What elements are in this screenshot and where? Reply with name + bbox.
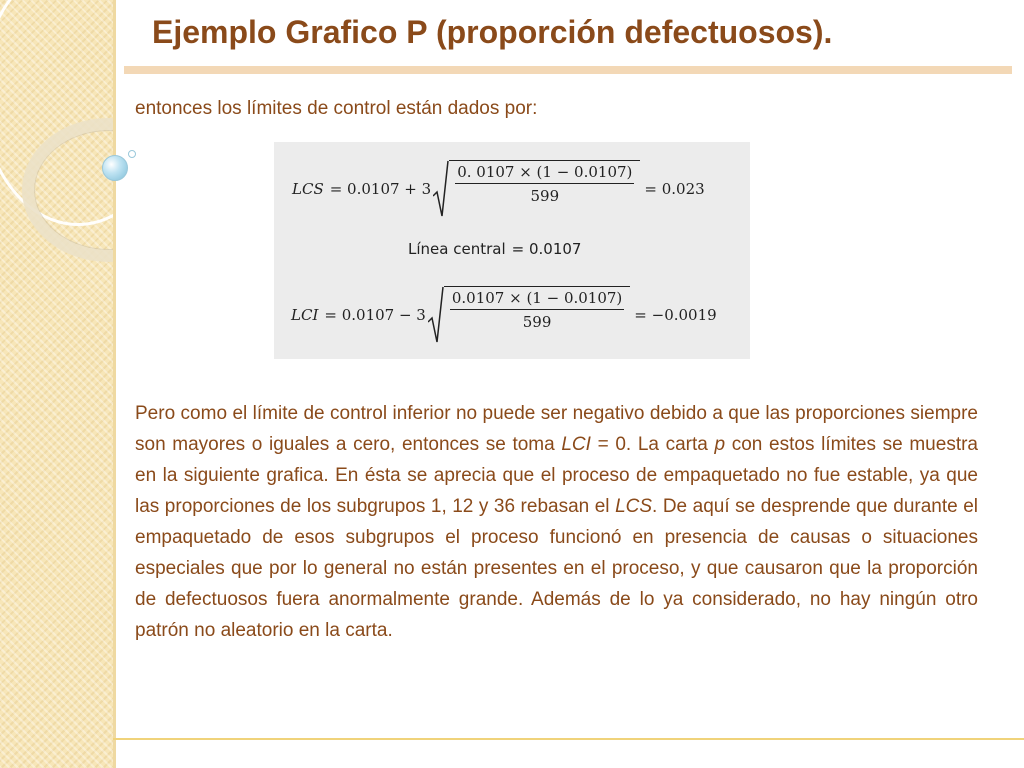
lcs-expression: = 0.0107 + 3 <box>329 180 432 198</box>
radical-icon <box>433 160 449 218</box>
radical-icon <box>428 286 444 344</box>
formula-image <box>274 142 750 359</box>
body-text-segment: . De aquí se desprende que durante el empaquetado de esos subgrupos el proceso funcionó en presencia de causas o situaciones especiales que por lo general no están presentes en el proceso, y que causaron que la proporción de defectuosos fuera anormalmente grande. Además de lo ya considerado, no hay ningún otro patrón no aleatorio en la carta. <box>135 496 978 641</box>
bottom-rule <box>113 738 1024 740</box>
decorative-orb-small <box>128 150 136 158</box>
lci-formula <box>291 286 717 344</box>
lcs-result: = 0.023 <box>644 180 705 198</box>
lci-denominator: 599 <box>522 313 552 331</box>
body-paragraph <box>135 398 978 646</box>
body-text-segment: con estos límites se muestra en la siguiente grafica. En ésta se aprecia que el proceso de empaquetado no fue estable, ya que las proporciones de los subgrupos 1, 12 y 36 rebasan el <box>135 434 978 517</box>
side-panel-edge <box>113 0 116 768</box>
title-underline <box>124 66 1012 74</box>
lci-label: LCI <box>291 306 319 324</box>
body-italic-lcs: LCS <box>615 496 653 517</box>
body-text-segment: Pero como el límite de control inferior no puede ser negativo debido a que las proporciones siempre son mayores o iguales a cero, entonces se toma <box>135 403 978 455</box>
lci-result: = −0.0019 <box>634 306 717 324</box>
slide-title: Ejemplo Grafico P (proporción defectuosos). <box>152 14 833 50</box>
lci-numerator: 0.0107 × (1 − 0.0107) <box>450 289 624 310</box>
lcs-numerator: 0. 0107 × (1 − 0.0107) <box>455 163 634 184</box>
lcs-denominator: 599 <box>530 187 560 205</box>
body-italic-lci: LCI <box>561 434 591 455</box>
lcs-label: LCS <box>292 180 324 198</box>
center-line-value: = 0.0107 <box>511 240 582 258</box>
intro-text: entonces los límites de control están dados por: <box>135 98 538 119</box>
lcs-formula <box>292 160 705 218</box>
decorative-orb <box>102 155 128 181</box>
center-line-formula <box>408 240 581 258</box>
sqrt-symbol <box>433 160 640 218</box>
body-italic-p: p <box>714 434 726 455</box>
lci-expression: = 0.0107 − 3 <box>324 306 426 324</box>
body-text-segment: = 0. La carta <box>590 434 715 455</box>
decorative-side-panel <box>0 0 113 768</box>
sqrt-symbol <box>428 286 630 344</box>
center-line-label: Línea central <box>408 240 506 258</box>
